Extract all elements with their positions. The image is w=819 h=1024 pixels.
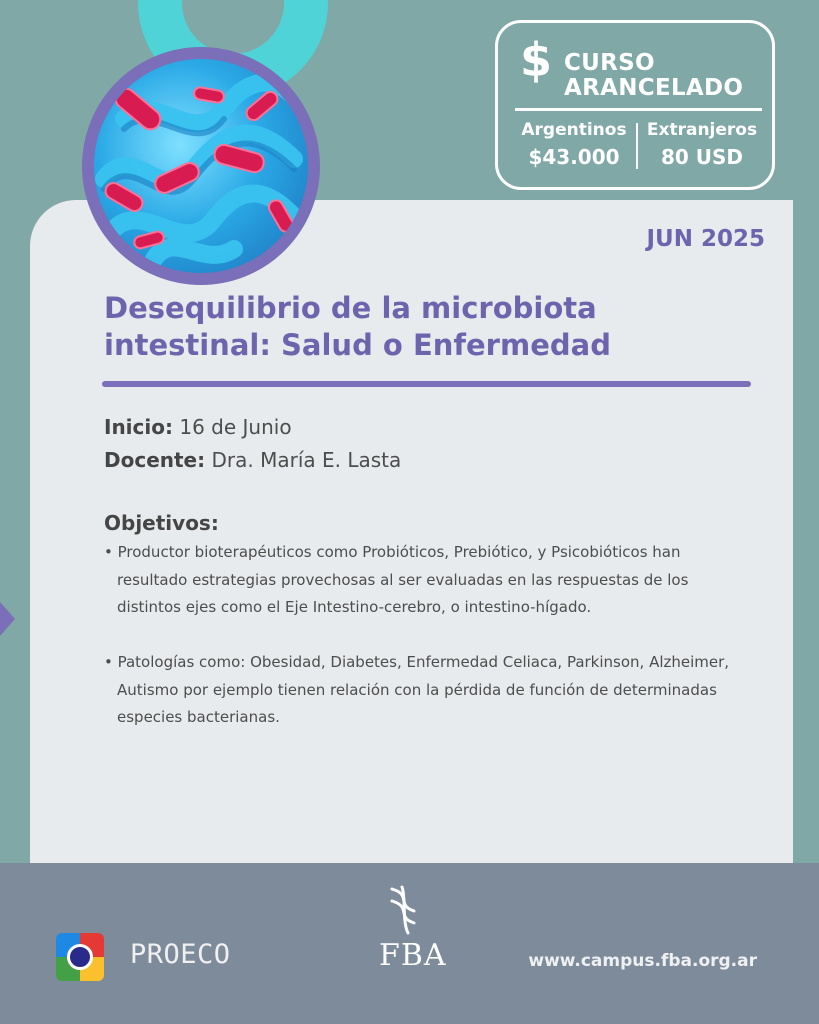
fba-label: FBA: [379, 938, 447, 973]
microbiota-image: [82, 47, 320, 285]
argentinos-value: $43.000: [528, 145, 620, 169]
course-date: JUN 2025: [646, 226, 765, 252]
teacher-line: [104, 448, 401, 472]
argentinos-label: Argentinos: [521, 120, 627, 140]
price-box: [495, 20, 775, 190]
price-title-line1: CURSO: [564, 50, 655, 76]
price-argentinos: [518, 119, 630, 170]
fba-logo-icon: [378, 885, 438, 937]
extranjeros-value: 80 USD: [660, 145, 744, 169]
proeco-logo-center: [67, 944, 93, 970]
price-divider: [515, 108, 762, 111]
price-title-line2: ARANCELADO: [564, 75, 744, 101]
teacher-value: Dra. María E. Lasta: [211, 448, 402, 472]
footer: [0, 863, 819, 1024]
start-date-line: [104, 415, 292, 439]
objectives-heading: Objetivos:: [104, 511, 219, 535]
start-label: Inicio:: [104, 415, 173, 439]
price-title: [564, 51, 743, 101]
dollar-icon: $: [520, 33, 553, 87]
course-title: Desequilibrio de la microbiota intestinal: Salud o Enfermedad: [104, 291, 611, 362]
extranjeros-label: Extranjeros: [646, 120, 758, 140]
objective-item: • Patologías como: Obesidad, Diabetes, Enfermedad Celiaca, Parkinson, Alzheimer, Autismo por ejemplo tienen relación con la pérdida de función de determinadas especies bacterianas.: [104, 653, 730, 726]
proeco-label: PROECO: [130, 939, 231, 970]
proeco-logo: [56, 933, 104, 981]
title-underline: [102, 381, 751, 387]
price-column-divider: [636, 123, 638, 169]
left-arrow-icon: [0, 602, 15, 636]
price-extranjeros: [644, 119, 760, 170]
website-link[interactable]: www.campus.fba.org.ar: [528, 951, 757, 971]
teacher-label: Docente:: [104, 448, 206, 472]
objective-item: • Productor bioterapéuticos como Probióticos, Prebiótico, y Psicobióticos han resultado estrategias provechosas al ser evaluadas en las respuestas de los distintos ejes como el Eje Intestino-cerebro, o intestino-hígado.: [104, 543, 689, 616]
start-value: 16 de Junio: [179, 415, 292, 439]
microbiota-illustration: [94, 59, 308, 273]
